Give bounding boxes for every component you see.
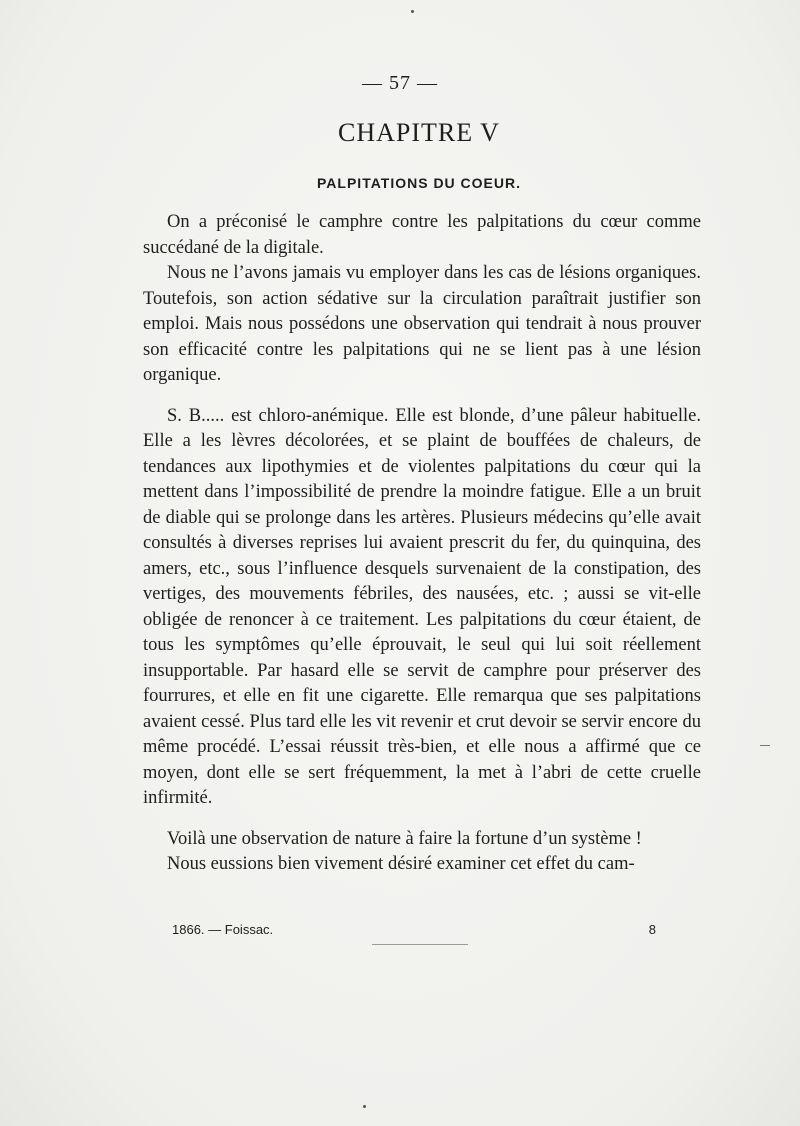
footer-sheet-number: 8 [648, 922, 656, 937]
section-title: PALPITATIONS DU COEUR. [317, 175, 521, 191]
body-text [143, 210, 701, 878]
paragraph-5: Nous eussions bien vivement désiré examiner cet effet du cam- [167, 854, 635, 874]
chapter-title: CHAPITRE V [338, 118, 500, 147]
footer-signature: 1866. — Foissac. [172, 922, 274, 937]
footer-rule [372, 944, 468, 945]
paragraph-4: Voilà une observation de nature à faire la fortune d’un système ! [167, 828, 642, 849]
paper-speck [363, 1105, 366, 1108]
paragraph-3: S. B..... est chloro-anémique. Elle est blonde, d’une pâleur habituelle. Elle a les lèvres décolorées, et se plaint de bouffées de chaleurs, de tendances aux lipothymies et de violentes palpitations du cœur qui la mettent dans l’impossibilité de prendre la moindre fatigue. Elle a un bruit de diable qui se prolonge dans les artères. Plusieurs médecins qu’elle avait consultés à diverses reprises lui avaient prescrit du fer, du quinquina, des amers, etc., sous l’influence desquels survenaient de la constipation, des vertiges, des mouvements fébriles, des nausées, etc. ; aussi se vit-elle obligée de renoncer à ce traitement. Les palpitations du cœur étaient, de tous les symptômes qu’elle éprouvait, le seul qui lui soit réellement insupportable. Par hasard elle se servit de camphre pour préserver des fourrures, et elle en fit une cigarette. Elle remarqua que ses palpitations avaient cessé. Plus tard elle les vit revenir et crut devoir se servir encore du même procédé. L’essai réussit très-bien, et elle nous a affirmé que ce moyen, dont elle se sert fréquemment, la met à l’abri de cette cruelle infirmité. [143, 405, 701, 808]
page-number: — 57 — [362, 72, 438, 94]
paper-mark [760, 745, 770, 746]
paragraph-2: Nous ne l’avons jamais vu employer dans les cas de lésions organiques. Toutefois, son action sédative sur la circulation paraîtrait justifier son emploi. Mais nous possédons une observation qui tendrait à nous prouver son efficacité contre les palpitations qui ne se lient pas à une lésion organique. [143, 263, 701, 385]
page-footer [172, 922, 656, 937]
paper-speck [411, 10, 414, 13]
paragraph-1: On a préconisé le camphre contre les palpitations du cœur comme succédané de la digitale. [143, 212, 701, 258]
